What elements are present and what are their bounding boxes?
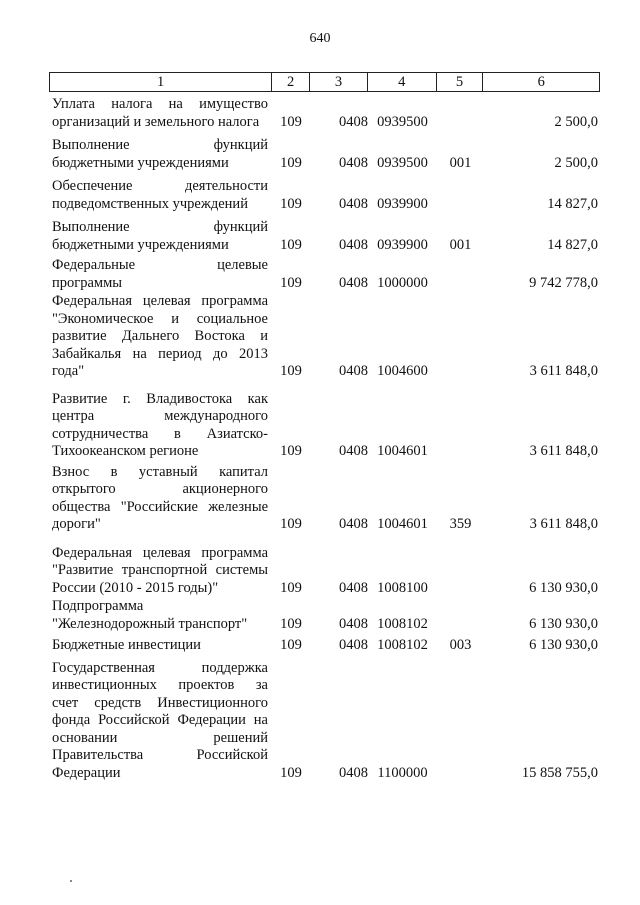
table-row: [49, 257, 600, 292]
table-row: [49, 464, 600, 534]
table-header: [49, 72, 600, 92]
cell-col-3: 0408: [339, 154, 368, 171]
cell-col-6: 6 130 930,0: [529, 637, 598, 653]
table-row: [49, 178, 600, 213]
cell-col-3: 0408: [339, 113, 368, 130]
cell-col-3: 0408: [339, 236, 368, 253]
description-line: бюджетными учреждениями: [52, 154, 229, 171]
description-line: Развитие г. Владивостока как: [52, 390, 268, 407]
cell-col-6: 2 500,0: [554, 154, 598, 171]
description-line: организаций и земельного налога: [52, 113, 260, 130]
description-line: "Развитие транспортной системы: [52, 562, 268, 578]
description-line: Государственная поддержка: [52, 659, 268, 676]
table-row: [49, 137, 600, 172]
cell-col-6: 14 827,0: [547, 195, 598, 212]
description-line: Тихоокеанском регионе: [52, 443, 199, 459]
cell-col-2: 109: [280, 764, 302, 781]
cell-col-5: 001: [449, 236, 472, 253]
description-line: "Экономическое и социальное: [52, 310, 268, 327]
description-line: года": [52, 363, 85, 379]
description-line: Подпрограмма: [52, 598, 144, 614]
description-line: развитие Дальнего Востока и: [52, 328, 268, 344]
cell-col-5: 003: [449, 637, 472, 653]
description-line: Выполнение функций: [52, 137, 268, 153]
description-line: Федеральная целевая программа: [52, 544, 268, 561]
cell-col-2: 109: [280, 443, 302, 459]
cell-col-2: 109: [280, 154, 302, 171]
description-line: "Железнодорожный транспорт": [52, 615, 248, 632]
cell-col-2: 109: [280, 615, 302, 632]
cell-col-3: 0408: [339, 443, 368, 459]
description-line: подведомственных учреждений: [52, 195, 248, 212]
cell-col-6: 6 130 930,0: [529, 615, 598, 632]
cell-col-4: 0939500: [377, 113, 428, 130]
cell-col-3: 0408: [339, 637, 368, 653]
cell-col-2: 109: [280, 274, 302, 291]
header-col-6: 6: [537, 74, 545, 90]
cell-col-2: 109: [280, 195, 302, 212]
description-line: Забайкалья на период до 2013: [52, 345, 268, 362]
cell-col-3: 0408: [339, 579, 368, 596]
cell-col-4: 1100000: [377, 764, 428, 781]
description-line: общества "Российские железные: [52, 498, 268, 515]
row-description: [49, 660, 268, 783]
cell-col-6: 3 611 848,0: [529, 516, 598, 532]
cell-col-3: 0408: [339, 516, 368, 532]
description-line: программы: [52, 274, 122, 291]
description-line: центра международного: [52, 408, 268, 424]
description-line: Обеспечение деятельности: [52, 178, 268, 194]
description-line: Правительства Российской: [52, 747, 268, 763]
cell-col-6: 15 858 755,0: [521, 764, 598, 781]
description-line: открытого акционерного: [52, 481, 268, 497]
header-col-2: 2: [272, 73, 310, 91]
cell-col-2: 109: [280, 113, 302, 130]
table-row: [49, 637, 600, 655]
description-line: Федеральные целевые: [52, 257, 268, 273]
cell-col-4: 0939500: [377, 154, 428, 171]
row-description: [49, 545, 268, 598]
cell-col-6: 14 827,0: [547, 236, 598, 253]
table-row: [49, 219, 600, 254]
cell-col-4: 1008102: [377, 637, 428, 653]
description-line: Взнос в уставный капитал: [52, 463, 268, 480]
row-description: [49, 96, 268, 131]
row-description: [49, 137, 268, 172]
cell-col-6: 3 611 848,0: [529, 443, 598, 459]
cell-col-3: 0408: [339, 615, 368, 632]
cell-col-4: 1008102: [377, 615, 428, 632]
header-col-3: 3: [310, 73, 368, 91]
cell-col-3: 0408: [339, 764, 368, 781]
page-number: 640: [309, 31, 331, 46]
cell-col-2: 109: [280, 637, 302, 653]
cell-col-4: 1004601: [377, 443, 428, 459]
row-description: [49, 391, 268, 461]
table-row: [49, 598, 600, 633]
cell-col-6: 6 130 930,0: [529, 579, 598, 596]
cell-col-6: 2 500,0: [554, 113, 598, 130]
description-line: Федерации: [52, 764, 121, 781]
table-row: [49, 293, 600, 381]
header-col-1: 1: [50, 73, 272, 91]
cell-col-5: 001: [449, 154, 472, 171]
cell-col-3: 0408: [339, 363, 368, 379]
table-row: [49, 660, 600, 783]
cell-col-3: 0408: [339, 274, 368, 291]
cell-col-2: 109: [280, 516, 302, 532]
description-line: Выполнение функций: [52, 219, 268, 235]
description-line: Бюджетные инвестиции: [52, 637, 201, 653]
row-description: [49, 293, 268, 381]
table-body: [49, 96, 600, 782]
description-line: основании решений: [52, 729, 268, 746]
cell-col-6: 9 742 778,0: [529, 274, 598, 291]
cell-col-4: 0939900: [377, 195, 428, 212]
cell-col-4: 1004601: [377, 516, 428, 532]
cell-col-2: 109: [280, 363, 302, 379]
cell-col-2: 109: [280, 236, 302, 253]
row-description: [49, 598, 268, 633]
row-description: [49, 464, 268, 534]
description-line: Федеральная целевая программа: [52, 293, 268, 309]
description-line: инвестиционных проектов за: [52, 677, 268, 693]
description-line: счет средств Инвестиционного: [52, 694, 268, 711]
table-row: [49, 391, 600, 461]
cell-col-2: 109: [280, 579, 302, 596]
description-line: Уплата налога на имущество: [52, 96, 268, 112]
table-row: [49, 96, 600, 131]
cell-col-3: 0408: [339, 195, 368, 212]
description-line: сотрудничества в Азиатско-: [52, 425, 268, 442]
row-description: [49, 637, 268, 655]
header-col-5: 5: [437, 73, 484, 91]
description-line: бюджетными учреждениями: [52, 236, 229, 253]
row-description: [49, 257, 268, 292]
row-description: [49, 219, 268, 254]
cell-col-5: 359: [449, 516, 472, 532]
cell-col-4: 1004600: [377, 363, 428, 379]
description-line: России (2010 - 2015 годы)": [52, 579, 219, 596]
description-line: фонда Российской Федерации на: [52, 712, 268, 728]
cell-col-6: 3 611 848,0: [529, 363, 598, 379]
scan-speck: [70, 880, 72, 882]
row-description: [49, 178, 268, 213]
cell-col-4: 0939900: [377, 236, 428, 253]
table-row: [49, 545, 600, 598]
cell-col-4: 1000000: [377, 274, 428, 291]
cell-col-4: 1008100: [377, 579, 428, 596]
description-line: дороги": [52, 516, 101, 532]
header-col-4: 4: [368, 73, 437, 91]
